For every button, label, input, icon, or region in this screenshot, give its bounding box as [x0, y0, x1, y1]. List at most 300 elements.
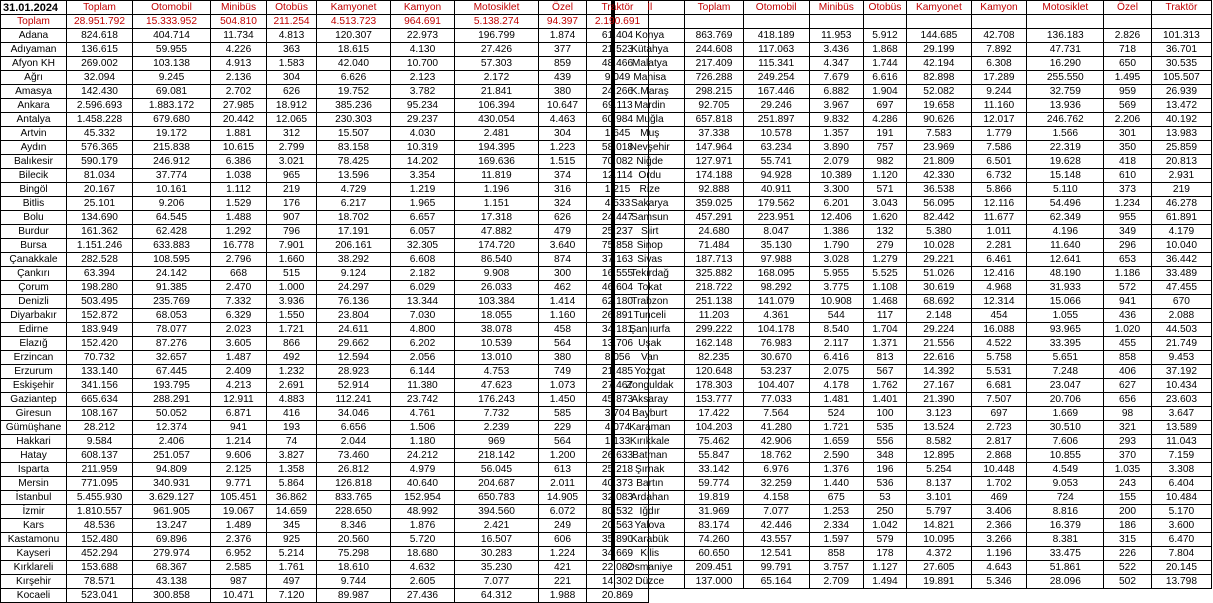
table-cell: 668: [211, 267, 267, 281]
table-row: [1, 491, 649, 505]
table-cell: 385.236: [317, 99, 391, 113]
table-cell: 1.494: [863, 575, 907, 589]
table-cell: 55.741: [743, 155, 809, 169]
table-cell: 19.628: [1027, 155, 1104, 169]
table-cell: 282.528: [67, 253, 133, 267]
table-cell: 47.731: [1027, 43, 1104, 57]
table-cell: 1.721: [267, 323, 317, 337]
table-cell: 3.704: [587, 407, 649, 421]
table-cell: 941: [1104, 295, 1152, 309]
table-cell: 5.912: [863, 29, 907, 43]
column-header: Toplam: [67, 1, 133, 15]
table-cell: 25.218: [587, 463, 649, 477]
table-cell: 52.082: [907, 85, 971, 99]
table-cell: 657.818: [685, 113, 743, 127]
province-name: Bilecik: [1, 169, 67, 183]
table-cell: 223.951: [743, 211, 809, 225]
table-cell: 1.810.557: [67, 505, 133, 519]
table-cell: 2.868: [971, 449, 1027, 463]
table-cell: 556: [863, 435, 907, 449]
table-cell: 10.908: [809, 295, 863, 309]
table-cell: 9.206: [133, 197, 211, 211]
table-cell: 679.680: [133, 113, 211, 127]
table-cell: 5.758: [971, 351, 1027, 365]
table-cell: 576.365: [67, 141, 133, 155]
table-cell: 479: [539, 225, 587, 239]
table-cell: 866: [267, 337, 317, 351]
table-cell: 697: [863, 99, 907, 113]
table-cell: 38.078: [455, 323, 539, 337]
table-cell: 38.292: [317, 253, 391, 267]
table-cell: 80.532: [587, 505, 649, 519]
table-cell: 536: [863, 477, 907, 491]
table-cell: 15.148: [1027, 169, 1104, 183]
table-row: [1, 463, 649, 477]
table-cell: 3.640: [539, 239, 587, 253]
table-cell: 218.142: [455, 449, 539, 463]
total-label: Toplam: [1, 15, 67, 29]
table-cell: 209.451: [685, 561, 743, 575]
table-cell: 718: [1104, 43, 1152, 57]
table-cell: 29.199: [907, 43, 971, 57]
table-cell: 27.436: [391, 589, 455, 603]
table-cell: 105.507: [1151, 71, 1211, 85]
table-cell: 1.583: [267, 57, 317, 71]
table-cell: 4.979: [391, 463, 455, 477]
table-cell: 515: [267, 267, 317, 281]
table-cell: 1.112: [211, 183, 267, 197]
table-row: [1, 393, 649, 407]
table-cell: 12.541: [743, 547, 809, 561]
table-row: [1, 71, 649, 85]
table-cell: 28.212: [67, 421, 133, 435]
table-cell: 1.506: [391, 421, 455, 435]
table-cell: 1.761: [267, 561, 317, 575]
table-cell: 2.796: [211, 253, 267, 267]
table-cell: 301: [1104, 127, 1152, 141]
table-cell: 7.030: [391, 309, 455, 323]
province-name: Tokat: [615, 281, 685, 295]
table-cell: 293: [1104, 435, 1152, 449]
table-cell: 340.931: [133, 477, 211, 491]
table-cell: 7.679: [809, 71, 863, 85]
table-cell: 8.540: [809, 323, 863, 337]
table-cell: 3.266: [971, 533, 1027, 547]
province-name: Kayseri: [1, 547, 67, 561]
table-cell: 20.167: [67, 183, 133, 197]
table-cell: 571: [863, 183, 907, 197]
table-row: [1, 309, 649, 323]
table-cell: 75.298: [317, 547, 391, 561]
table-cell: 22.319: [1027, 141, 1104, 155]
table-row: [1, 253, 649, 267]
table-cell: 152.480: [67, 533, 133, 547]
table-cell: 1.488: [211, 211, 267, 225]
table-cell: 36.442: [1151, 253, 1211, 267]
table-cell: 2.011: [539, 477, 587, 491]
table-cell: 32.305: [391, 239, 455, 253]
table-cell: 45.873: [587, 393, 649, 407]
table-cell: 30.535: [1151, 57, 1211, 71]
table-cell: 55.847: [685, 449, 743, 463]
table-cell: 5.214: [267, 547, 317, 561]
table-cell: 1.224: [539, 547, 587, 561]
table-row: [615, 533, 1212, 547]
table-cell: 12.594: [317, 351, 391, 365]
table-cell: 10.647: [539, 99, 587, 113]
table-row: [615, 141, 1212, 155]
table-cell: 6.461: [971, 253, 1027, 267]
table-cell: 36.862: [267, 491, 317, 505]
table-cell: 15.507: [317, 127, 391, 141]
table-cell: 502: [1104, 575, 1152, 589]
table-cell: 4.533: [587, 197, 649, 211]
table-cell: 10.615: [211, 141, 267, 155]
table-row: [1, 519, 649, 533]
table-cell: 40.192: [1151, 113, 1211, 127]
table-cell: 965: [267, 169, 317, 183]
table-cell: 1.904: [863, 85, 907, 99]
table-cell: 8.056: [587, 351, 649, 365]
table-cell: 2.182: [391, 267, 455, 281]
province-name: Van: [615, 351, 685, 365]
table-cell: 78.077: [133, 323, 211, 337]
table-cell: 11.160: [971, 99, 1027, 113]
table-cell: 104.407: [743, 379, 809, 393]
table-cell: 56.095: [907, 197, 971, 211]
province-name: Batman: [615, 449, 685, 463]
table-cell: 11.380: [391, 379, 455, 393]
province-name: İzmir: [1, 505, 67, 519]
table-cell: 439: [539, 71, 587, 85]
table-cell: 796: [267, 225, 317, 239]
table-cell: 21.523: [587, 43, 649, 57]
province-name: Eskişehir: [1, 379, 67, 393]
province-name: Hatay: [1, 449, 67, 463]
table-cell: 40.640: [391, 477, 455, 491]
table-cell: 9.245: [133, 71, 211, 85]
province-name: Muğla: [615, 113, 685, 127]
table-row: [615, 225, 1212, 239]
table-cell: 1.214: [211, 435, 267, 449]
table-cell: 18.610: [317, 561, 391, 575]
table-cell: 47.455: [1151, 281, 1211, 295]
table-cell: 86.540: [455, 253, 539, 267]
table-cell: 57.303: [455, 57, 539, 71]
table-row: [615, 519, 1212, 533]
table-cell: 1.440: [809, 477, 863, 491]
table-cell: 92.888: [685, 183, 743, 197]
table-cell: 43.557: [743, 533, 809, 547]
table-cell: 6.952: [211, 547, 267, 561]
table-cell: 833.765: [317, 491, 391, 505]
table-cell: 298.215: [685, 85, 743, 99]
table-cell: 21.749: [1151, 337, 1211, 351]
table-cell: 196.799: [455, 29, 539, 43]
table-cell: 99.791: [743, 561, 809, 575]
table-cell: 29.246: [743, 99, 809, 113]
table-cell: 1.200: [539, 449, 587, 463]
table-cell: 7.804: [1151, 547, 1211, 561]
table-cell: 3.436: [809, 43, 863, 57]
table-cell: 26.891: [587, 309, 649, 323]
table-cell: 8.346: [317, 519, 391, 533]
table-cell: 4.632: [391, 561, 455, 575]
table-cell: 606: [539, 533, 587, 547]
table-cell: 58.018: [587, 141, 649, 155]
table-cell: 941: [211, 421, 267, 435]
table-cell: 48.992: [391, 505, 455, 519]
table-cell: 21.390: [907, 393, 971, 407]
empty-cell: [971, 15, 1027, 29]
table-cell: 74: [267, 435, 317, 449]
table-cell: 469: [971, 491, 1027, 505]
table-cell: 62.349: [1027, 211, 1104, 225]
table-cell: 24.611: [317, 323, 391, 337]
table-row: [1, 407, 649, 421]
table-cell: 859: [539, 57, 587, 71]
table-cell: 9.744: [317, 575, 391, 589]
table-cell: 757: [863, 141, 907, 155]
table-cell: 9.124: [317, 267, 391, 281]
table-cell: 6.871: [211, 407, 267, 421]
table-cell: 1.180: [391, 435, 455, 449]
table-cell: 17.289: [971, 71, 1027, 85]
table-cell: 656: [1104, 393, 1152, 407]
table-cell: 579: [863, 533, 907, 547]
table-cell: 5.110: [1027, 183, 1104, 197]
total-row: [1, 15, 649, 29]
table-cell: 1.386: [809, 225, 863, 239]
table-cell: 697: [971, 407, 1027, 421]
table-cell: 858: [1104, 351, 1152, 365]
table-cell: 1.000: [267, 281, 317, 295]
province-name: Uşak: [615, 337, 685, 351]
table-cell: 1.876: [391, 519, 455, 533]
table-cell: 76.136: [317, 295, 391, 309]
table-cell: 26.812: [317, 463, 391, 477]
table-cell: 13.010: [455, 351, 539, 365]
table-cell: 65.164: [743, 575, 809, 589]
table-cell: 4.226: [211, 43, 267, 57]
table-cell: 1.055: [1027, 309, 1104, 323]
table-cell: 1.874: [539, 29, 587, 43]
table-row: [1, 379, 649, 393]
table-cell: 2.206: [1104, 113, 1152, 127]
table-cell: 2.136: [211, 71, 267, 85]
table-cell: 78.571: [67, 575, 133, 589]
table-cell: 152.954: [391, 491, 455, 505]
table-cell: 82.898: [907, 71, 971, 85]
table-cell: 5.720: [391, 533, 455, 547]
table-cell: 176: [267, 197, 317, 211]
table-cell: 8.816: [1027, 505, 1104, 519]
table-cell: 6.470: [1151, 533, 1211, 547]
province-name: Muş: [615, 127, 685, 141]
table-cell: 15.066: [1027, 295, 1104, 309]
table-cell: 59.774: [685, 477, 743, 491]
table-cell: 45.332: [67, 127, 133, 141]
table-cell: 653: [1104, 253, 1152, 267]
table-row: [1, 43, 649, 57]
table-cell: 61.891: [1151, 211, 1211, 225]
province-name: Bingöl: [1, 183, 67, 197]
table-cell: 196: [863, 463, 907, 477]
table-cell: 1.038: [211, 169, 267, 183]
table-cell: 11.819: [455, 169, 539, 183]
table-cell: 16.088: [971, 323, 1027, 337]
table-cell: 300.858: [133, 589, 211, 603]
table-cell: 299.222: [685, 323, 743, 337]
table-cell: 24.266: [587, 85, 649, 99]
table-row: [615, 253, 1212, 267]
table-cell: 183.949: [67, 323, 133, 337]
table-cell: 7.583: [907, 127, 971, 141]
table-cell: 627: [1104, 379, 1152, 393]
table-cell: 69.081: [133, 85, 211, 99]
table-cell: 626: [267, 85, 317, 99]
table-cell: 665.634: [67, 393, 133, 407]
table-cell: 6.217: [317, 197, 391, 211]
table-cell: 71.484: [685, 239, 743, 253]
table-cell: 211.959: [67, 463, 133, 477]
table-cell: 23.047: [1027, 379, 1104, 393]
table-cell: 4.074: [587, 421, 649, 435]
table-cell: 81.034: [67, 169, 133, 183]
table-cell: 312: [267, 127, 317, 141]
table-cell: 141.079: [743, 295, 809, 309]
table-cell: 46.278: [1151, 197, 1211, 211]
table-cell: 2.826: [1104, 29, 1152, 43]
table-cell: 4.030: [391, 127, 455, 141]
table-cell: 77.033: [743, 393, 809, 407]
table-cell: 142.430: [67, 85, 133, 99]
total-cell: 5.138.274: [455, 15, 539, 29]
table-cell: 193.795: [133, 379, 211, 393]
province-name: Artvin: [1, 127, 67, 141]
table-cell: 4.158: [743, 491, 809, 505]
table-row: [615, 491, 1212, 505]
table-cell: 34.046: [317, 407, 391, 421]
province-name: Amasya: [1, 85, 67, 99]
province-name: Bartın: [615, 477, 685, 491]
table-cell: 370: [1104, 449, 1152, 463]
column-header: Otobüs: [863, 1, 907, 15]
table-cell: 380: [539, 351, 587, 365]
province-name: Gümüşhane: [1, 421, 67, 435]
table-cell: 255.550: [1027, 71, 1104, 85]
table-cell: 1.073: [539, 379, 587, 393]
table-cell: 68.053: [133, 309, 211, 323]
table-cell: 26.939: [1151, 85, 1211, 99]
table-cell: 626: [539, 211, 587, 225]
table-cell: 21.556: [907, 337, 971, 351]
table-cell: 18.055: [455, 309, 539, 323]
table-cell: 93.965: [1027, 323, 1104, 337]
table-cell: 20.706: [1027, 393, 1104, 407]
table-cell: 4.549: [1027, 463, 1104, 477]
table-cell: 1.357: [809, 127, 863, 141]
table-cell: 23.969: [907, 141, 971, 155]
table-cell: 37.192: [1151, 365, 1211, 379]
table-cell: 60.650: [685, 547, 743, 561]
table-cell: 1.151.246: [67, 239, 133, 253]
table-cell: 167.446: [743, 85, 809, 99]
table-cell: 394.560: [455, 505, 539, 519]
table-cell: 863.769: [685, 29, 743, 43]
table-cell: 1.120: [863, 169, 907, 183]
table-cell: 40.373: [587, 477, 649, 491]
column-header: Motosiklet: [455, 1, 539, 15]
column-header: Kamyon: [391, 1, 455, 15]
table-cell: 1.566: [1027, 127, 1104, 141]
table-cell: 75.462: [685, 435, 743, 449]
table-cell: 219: [1151, 183, 1211, 197]
table-cell: 6.029: [391, 281, 455, 295]
province-name: Tunceli: [615, 309, 685, 323]
table-cell: 7.120: [267, 589, 317, 603]
table-cell: 13.798: [1151, 575, 1211, 589]
table-row: [615, 183, 1212, 197]
table-cell: 858: [809, 547, 863, 561]
table-row: [615, 239, 1212, 253]
table-cell: 610: [1104, 169, 1152, 183]
province-name: Malatya: [615, 57, 685, 71]
table-cell: 1.965: [391, 197, 455, 211]
table-cell: 564: [539, 337, 587, 351]
province-name: Düzce: [615, 575, 685, 589]
table-row: [1, 505, 649, 519]
table-cell: 961.905: [133, 505, 211, 519]
province-name: Gaziantep: [1, 393, 67, 407]
province-name: Antalya: [1, 113, 67, 127]
table-cell: 3.043: [863, 197, 907, 211]
empty-cell: [1151, 15, 1211, 29]
table-cell: 64.312: [455, 589, 539, 603]
table-cell: 200: [1104, 505, 1152, 519]
table-cell: 218.722: [685, 281, 743, 295]
table-cell: 14.202: [391, 155, 455, 169]
table-cell: 10.484: [1151, 491, 1211, 505]
table-cell: 1.529: [211, 197, 267, 211]
table-cell: 4.729: [317, 183, 391, 197]
table-cell: 106.394: [455, 99, 539, 113]
province-name: Yozgat: [615, 365, 685, 379]
table-cell: 5.346: [971, 575, 1027, 589]
table-cell: 10.389: [809, 169, 863, 183]
table-cell: 19.819: [685, 491, 743, 505]
table-cell: 42.040: [317, 57, 391, 71]
table-cell: 230.303: [317, 113, 391, 127]
table-cell: 18.912: [267, 99, 317, 113]
province-name: Çankırı: [1, 267, 67, 281]
table-cell: 27.985: [211, 99, 267, 113]
table-cell: 544: [809, 309, 863, 323]
table-cell: 373: [1104, 183, 1152, 197]
table-cell: 169.636: [455, 155, 539, 169]
table-cell: 7.564: [743, 407, 809, 421]
table-cell: 350: [1104, 141, 1152, 155]
table-cell: 244.608: [685, 43, 743, 57]
empty-cell: [863, 15, 907, 29]
empty-cell: [685, 15, 743, 29]
table-cell: 572: [1104, 281, 1152, 295]
date-label: 31.01.2024: [1, 1, 67, 15]
table-cell: 18.615: [317, 43, 391, 57]
table-cell: 20.563: [587, 519, 649, 533]
table-row: [615, 463, 1212, 477]
table-cell: 359.025: [685, 197, 743, 211]
